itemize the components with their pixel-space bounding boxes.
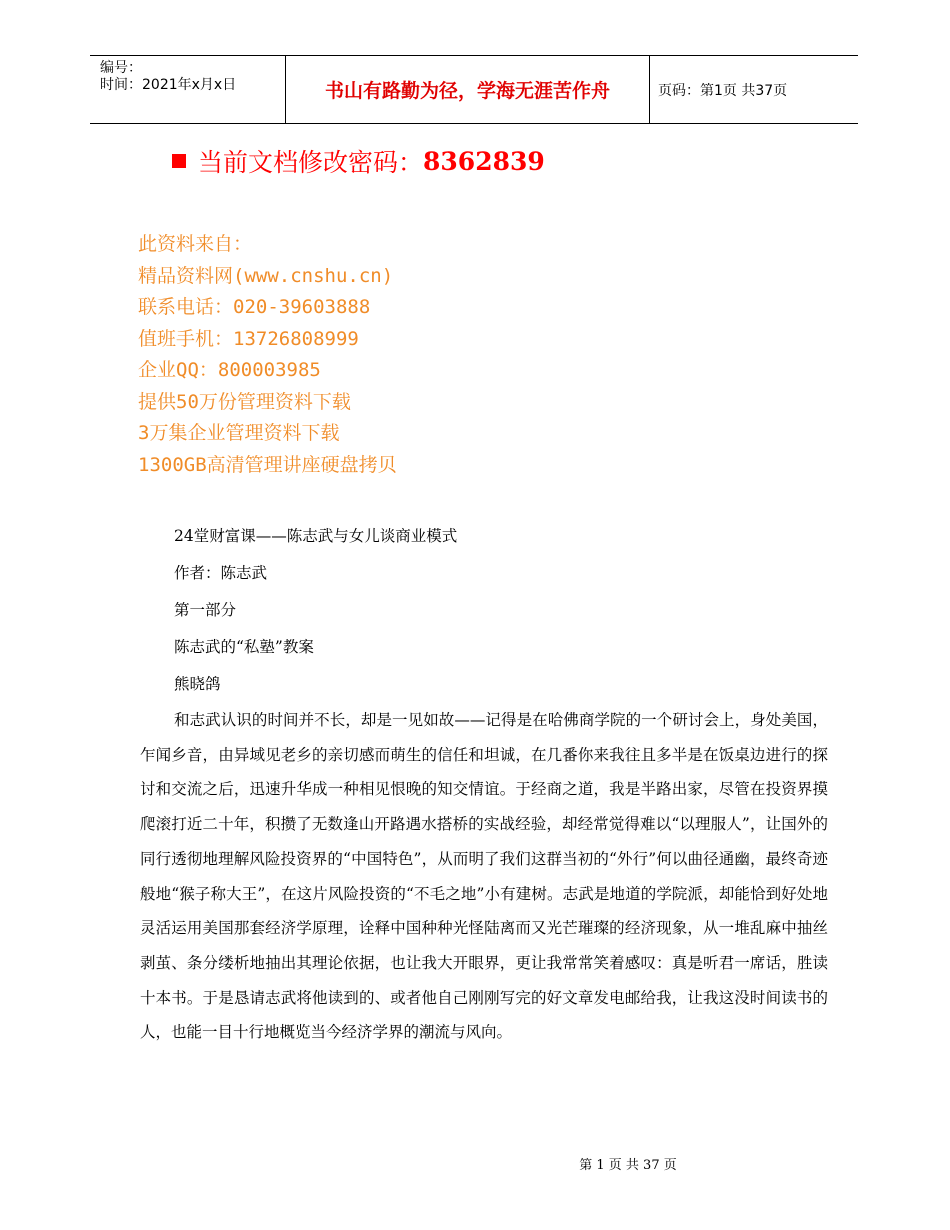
password-code: 8362839 bbox=[423, 146, 545, 176]
time-label: 时间：2021年x月x日 bbox=[100, 77, 237, 93]
header-page-info: 页码：第1页 共37页 bbox=[658, 82, 788, 99]
source-line: 3万集企业管理资料下载 bbox=[138, 422, 340, 444]
document-header bbox=[90, 55, 858, 124]
source-line: 值班手机：13726808999 bbox=[138, 327, 359, 350]
header-meta-cell bbox=[90, 56, 286, 123]
header-slogan: 书山有路勤为径，学海无涯苦作舟 bbox=[286, 56, 650, 123]
password-notice bbox=[172, 143, 545, 179]
serial-number-label: 编号： bbox=[100, 60, 142, 76]
article-paragraph: 和志武认识的时间并不长，却是一见如故——记得是在哈佛商学院的一个研讨会上，身处美国，乍闻乡音，由异域见老乡的亲切感而萌生的信任和坦诚，在几番你来我往且多半是在饭桌边进行的探讨和交流之后，迅速升华成一种相见恨晚的知交情谊。于经商之道，我是半路出家，尽管在投资界摸爬滚打近二十年，积攒了无数逢山开路遇水搭桥的实战经验，却经常觉得难以“以理服人”，让国外的同行透彻地理解风险投资界的“中国特色”，从而明了我们这群当初的“外行”何以曲径通幽，最终奇迹般地“猴子称大王”，在这片风险投资的“不毛之地”小有建树。志武是地道的学院派，却能恰到好处地灵活运用美国那套经济学原理，诠释中国种种光怪陆离而又光芒璀璨的经济现象，从一堆乱麻中抽丝剥茧、条分缕析地抽出其理论依据，也让我大开眼界，更让我常常笑着感叹：真是听君一席话，胜读十本书。于是恳请志武将他读到的、或者他自己刚刚写完的好文章发电邮给我，让我这没时间读书的人，也能一目十行地概览当今经济学界的潮流与风向。 bbox=[140, 711, 828, 1042]
source-line: 1300GB高清管理讲座硬盘拷贝 bbox=[138, 453, 397, 476]
source-line: 提供50万份管理资料下载 bbox=[138, 390, 351, 413]
article-body bbox=[140, 518, 828, 1066]
article-byline: 熊晓鸽 bbox=[174, 675, 221, 693]
source-line: 企业QQ：800003985 bbox=[138, 359, 321, 381]
article-chapter: 陈志武的“私塾”教案 bbox=[174, 638, 314, 656]
source-line: 此资料来自： bbox=[138, 233, 253, 255]
article-author: 作者：陈志武 bbox=[174, 564, 268, 582]
password-label: 当前文档修改密码： bbox=[198, 148, 424, 177]
page-footer: 第 1 页 共 37 页 bbox=[579, 1158, 677, 1173]
square-bullet-icon bbox=[172, 154, 186, 168]
source-line: 联系电话：020-39603888 bbox=[138, 296, 371, 318]
article-part: 第一部分 bbox=[174, 601, 237, 619]
source-line: 精品资料网(www.cnshu.cn) bbox=[138, 264, 394, 287]
article-title: 24堂财富课——陈志武与女儿谈商业模式 bbox=[174, 527, 458, 545]
source-info bbox=[138, 229, 397, 481]
